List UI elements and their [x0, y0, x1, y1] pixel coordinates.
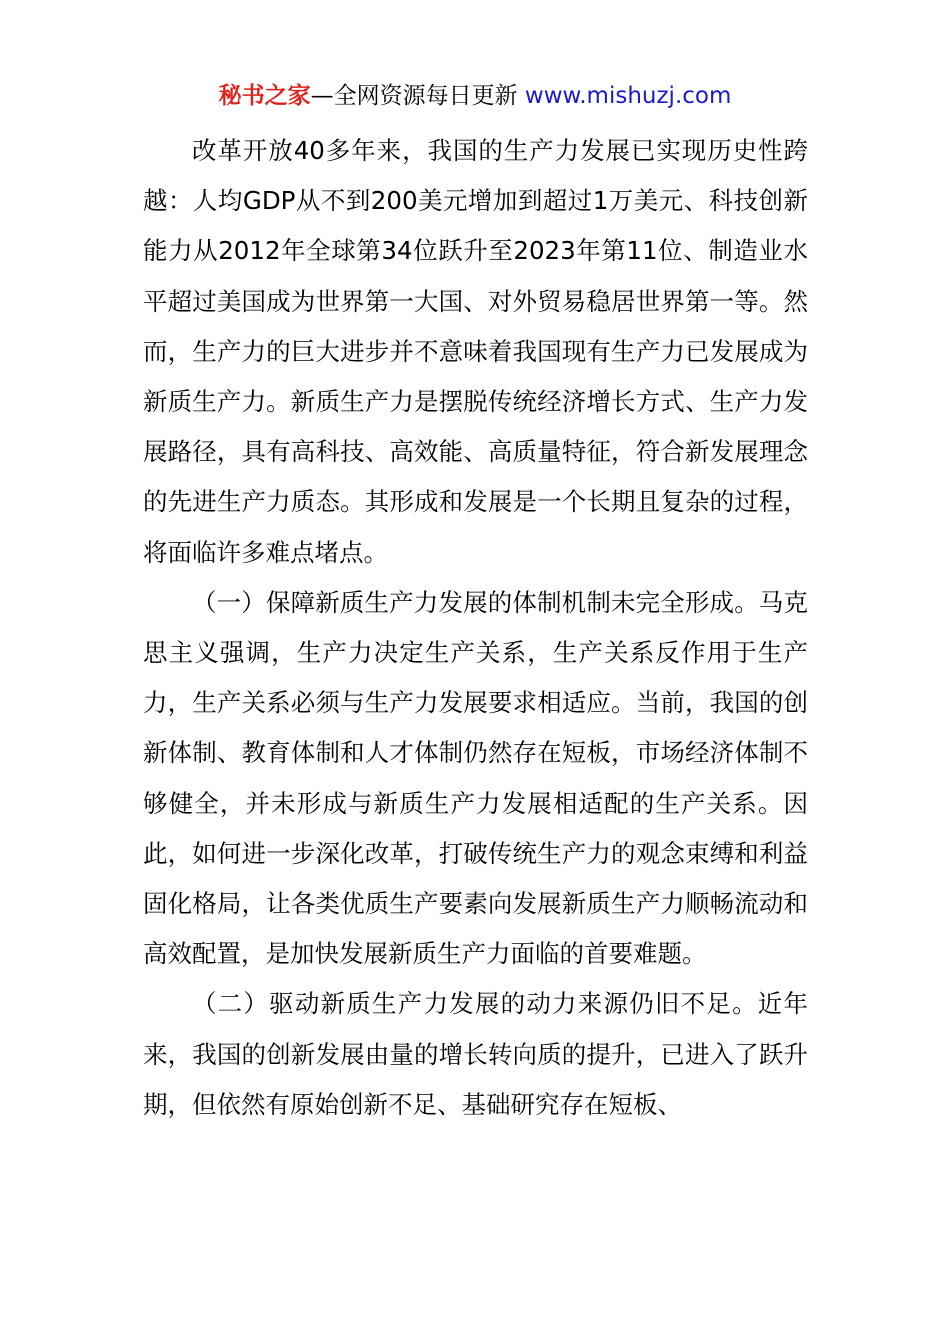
brand-name: 秘书之家	[218, 83, 311, 109]
header-tagline: —全网资源每日更新	[310, 83, 525, 109]
site-url-link[interactable]: www.mishuzj.com	[524, 83, 732, 109]
document-body	[143, 126, 808, 1130]
paragraph-section-1: （一）保障新质生产力发展的体制机制未完全形成。马克思主义强调，生产力决定生产关系，生产关系反作用于生产力，生产关系必须与生产力发展要求相适应。当前，我国的创新体制、教育体制和人才体制仍然存在短板，市场经济体制不够健全，并未形成与新质生产力发展相适配的生产关系。因此，如何进一步深化改革，打破传统生产力的观念束缚和利益固化格局，让各类优质生产要素向发展新质生产力顺畅流动和高效配置，是加快发展新质生产力面临的首要难题。	[143, 587, 808, 969]
paragraph-intro: 改革开放40多年来，我国的生产力发展已实现历史性跨越：人均GDP从不到200美元增加到超过1万美元、科技创新能力从2012年全球第34位跃升至2023年第11位、制造业水平超过美国成为世界第一大国、对外贸易稳居世界第一等。然而，生产力的巨大进步并不意味着我国现有生产力已发展成为新质生产力。新质生产力是摆脱传统经济增长方式、生产力发展路径，具有高科技、高效能、高质量特征，符合新发展理念的先进生产力质态。其形成和发展是一个长期且复杂的过程，将面临许多难点堵点。	[143, 136, 808, 567]
page-header	[0, 80, 950, 112]
paragraph-section-2: （二）驱动新质生产力发展的动力来源仍旧不足。近年来，我国的创新发展由量的增长转向质的提升，已进入了跃升期，但依然有原始创新不足、基础研究存在短板、	[143, 989, 808, 1119]
